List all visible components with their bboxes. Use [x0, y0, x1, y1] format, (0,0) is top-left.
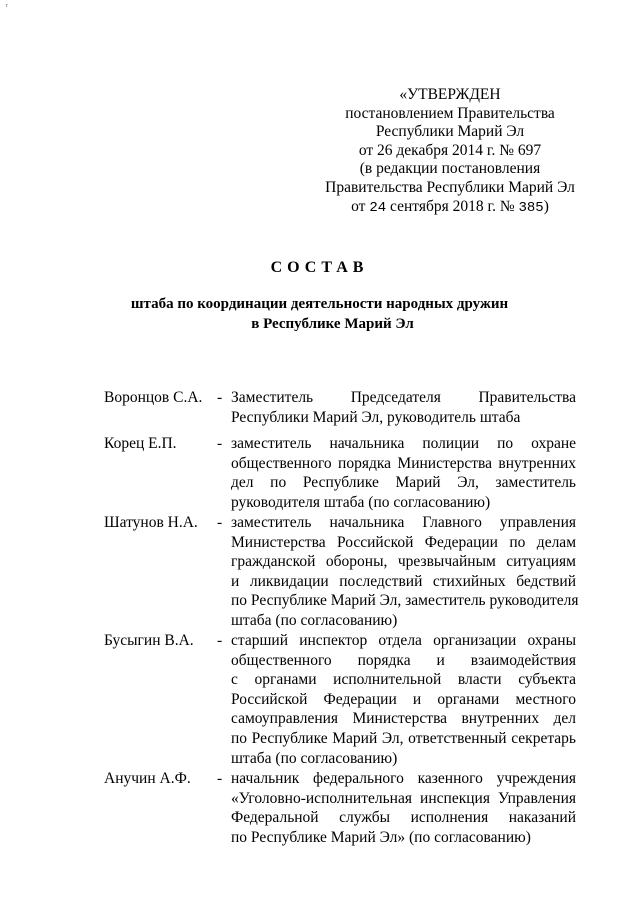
- amendment-month-year: сентября 2018 г. №: [390, 197, 515, 215]
- position-line: по Республике Марий Эл, заместитель руководителя: [231, 592, 579, 610]
- document-subtitle: [0, 294, 639, 334]
- member-dash: -: [217, 389, 223, 406]
- position-line: гражданской обороны, чрезвычайным ситуациям: [231, 553, 576, 571]
- position-line: заместитель начальника полиции по охране: [231, 435, 576, 452]
- position-line: и ликвидации последствий стихийных бедствий: [231, 572, 576, 590]
- position-line: заместитель начальника Главного управления: [231, 514, 576, 531]
- member-dash: -: [217, 435, 223, 452]
- position-line: штаба (по согласованию): [231, 611, 398, 629]
- approval-block: [300, 86, 600, 217]
- approval-line: (в редакции постановления: [359, 160, 541, 178]
- approval-line: постановлением Правительства: [345, 104, 555, 122]
- subtitle-line: штаба по координации деятельности народных дружин: [130, 296, 509, 312]
- member-name: Анучин А.Ф.: [104, 770, 191, 787]
- position-line: по Республике Марий Эл» (по согласованию): [231, 828, 531, 846]
- member-name: Шатунов Н.А.: [104, 514, 198, 531]
- position-line: Республики Марий Эл, руководитель штаба: [231, 408, 521, 426]
- position-line: начальник федерального казенного учреждения: [231, 770, 576, 787]
- document-title: СОСТАВ: [270, 259, 369, 276]
- approval-line: «УТВЕРЖДЕН: [399, 86, 501, 103]
- position-line: дел по Республике Марий Эл, заместитель: [231, 474, 576, 492]
- position-line: Федеральной службы исполнения наказаний: [231, 809, 576, 827]
- member-dash: -: [217, 514, 223, 531]
- position-line: Заместитель Председателя Правительства: [231, 389, 576, 406]
- position-line: старший инспектор отдела организации охраны: [231, 632, 576, 649]
- approval-amendment-line: [300, 198, 600, 218]
- position-line: самоуправления Министерства внутренних дел: [231, 710, 576, 728]
- member-name: Корец Е.П.: [104, 435, 177, 452]
- position-line: штаба (по согласованию): [231, 749, 398, 767]
- member-dash: -: [217, 770, 223, 787]
- approval-line: Республики Марий Эл: [375, 123, 525, 141]
- position-line: Министерства Российской Федерации по делам: [231, 533, 576, 551]
- position-line: с органами исполнительной власти субъекта: [231, 671, 576, 689]
- approval-line: от 26 декабря 2014 г. № 697: [358, 141, 542, 159]
- position-line: «Уголовно-исполнительная инспекция Управления: [231, 789, 576, 807]
- member-position: [231, 388, 576, 427]
- member-name: Бусыгин В.А.: [104, 632, 194, 649]
- corner-mark: r: [6, 3, 8, 9]
- member-position: [231, 513, 579, 631]
- member-dash: -: [217, 632, 223, 649]
- amendment-day: 24: [369, 199, 387, 216]
- position-line: руководителя штаба (по согласованию): [231, 493, 491, 511]
- member-position: [231, 631, 576, 768]
- amendment-number: 385: [518, 199, 544, 216]
- amendment-suffix: ): [543, 197, 549, 215]
- position-line: общественного порядка Министерства внутренних: [231, 454, 576, 472]
- member-position: [231, 434, 576, 512]
- position-line: Российской Федерации и органами местного: [231, 690, 576, 708]
- subtitle-line: в Республике Марий Эл: [251, 316, 414, 332]
- position-line: по Республике Марий Эл, ответственный секретарь: [231, 729, 576, 747]
- approval-line: Правительства Республики Марий Эл: [325, 178, 575, 196]
- member-name: Воронцов С.А.: [104, 389, 203, 406]
- member-position: [231, 769, 576, 847]
- amendment-prefix: от: [351, 197, 366, 215]
- position-line: общественного порядка и взаимодействия: [231, 651, 576, 669]
